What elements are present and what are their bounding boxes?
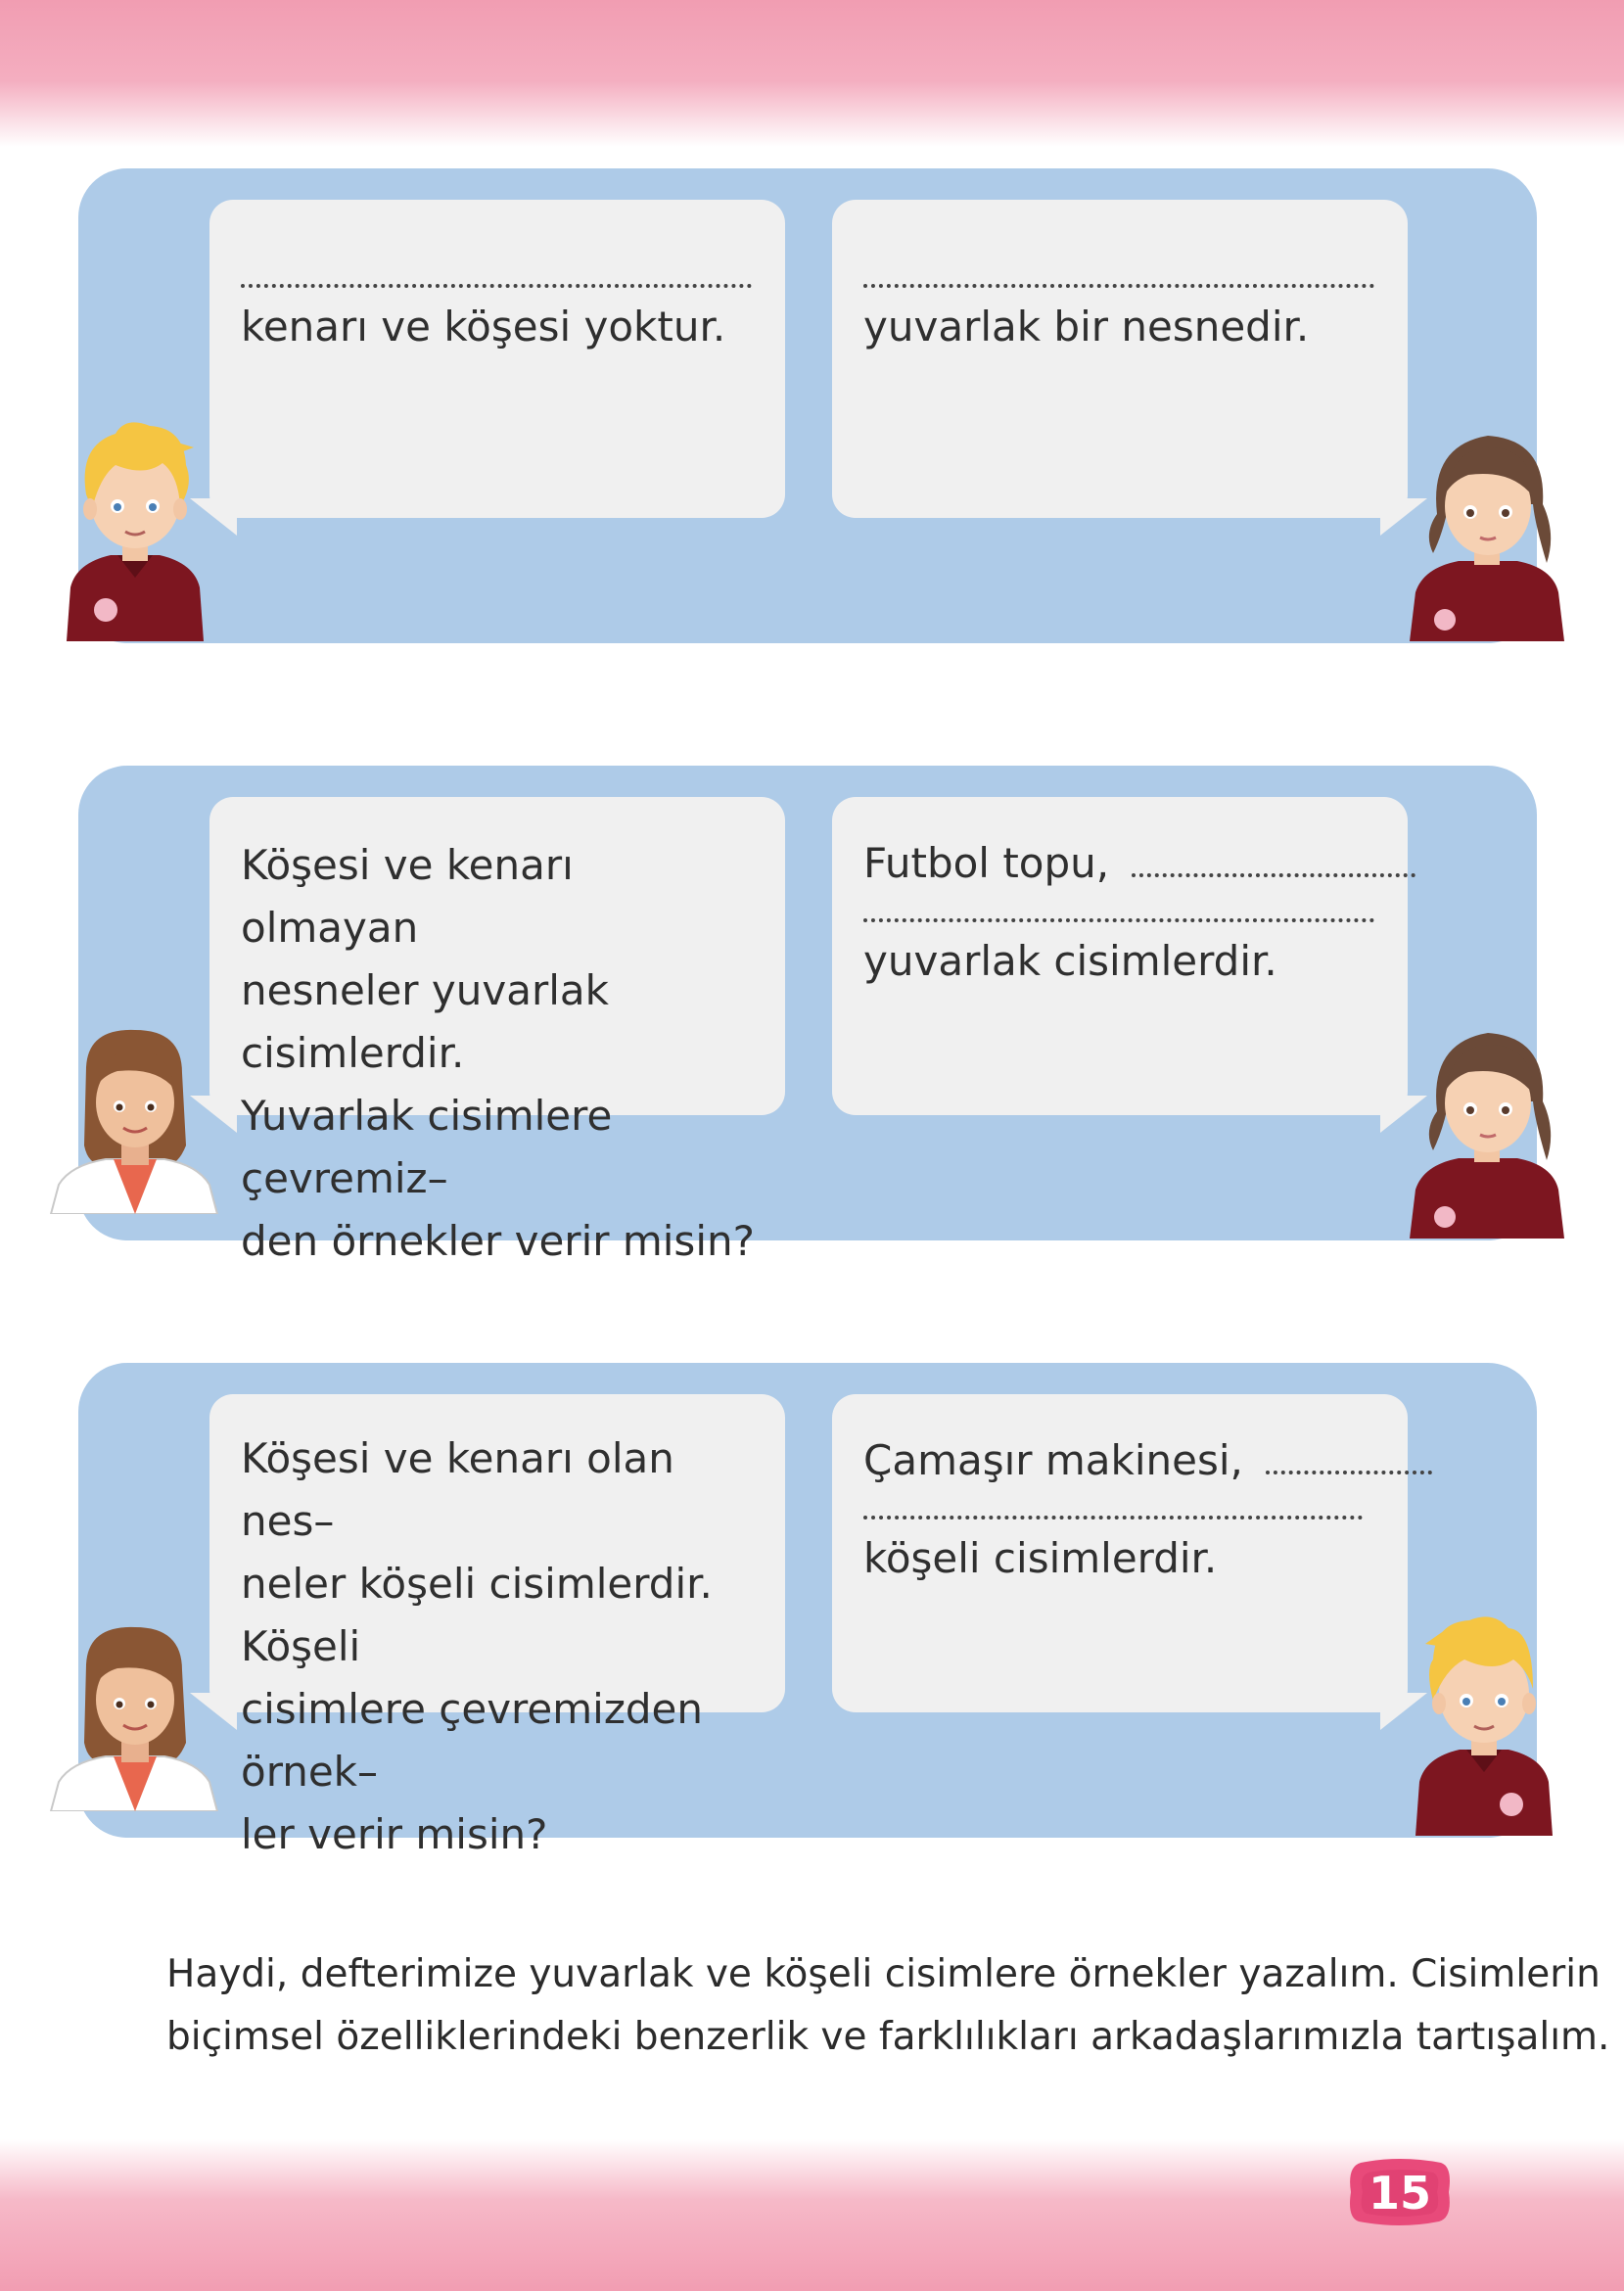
bubble-text-line [863,1429,1378,1492]
bubble-text-line: cisimlere çevremizden örnek– [241,1685,703,1796]
answer-prefix: Futbol topu, [863,839,1110,887]
top-decorative-band [0,0,1624,147]
answer-blank-line[interactable] [241,255,752,288]
dialogue-panel-3 [78,1363,1537,1858]
answer-blank-line[interactable] [1132,864,1415,877]
bubble-text-line: yuvarlak cisimlerdir. [863,937,1277,985]
page-number: 15 [1368,2167,1431,2220]
speech-bubble-girl [832,797,1408,1115]
speech-bubble-boy [209,200,785,518]
girl-student-illustration [1410,426,1566,641]
bubble-text-line: kenarı ve köşesi yoktur. [241,303,726,351]
bubble-text-line: Köşesi ve kenarı olan nes– [241,1434,674,1545]
instruction-text [166,1943,1610,2069]
girl-student-illustration [1410,1023,1566,1239]
instruction-line: biçimsel özelliklerindeki benzerlik ve farklılıkları arkadaşlarımızla tartışalım. [166,2015,1610,2059]
bubble-text-line [863,832,1378,895]
bubble-text-line: neler köşeli cisimlerdir. Köşeli [241,1560,713,1670]
answer-blank-line[interactable] [1266,1461,1432,1474]
speech-bubble-teacher [209,1394,785,1858]
bubble-text-line: Köşesi ve kenarı olmayan [241,841,574,952]
bubble-text-line: Yuvarlak cisimlere çevremiz– [241,1092,613,1202]
bubble-text-line: den örnekler verir misin? [241,1217,755,1265]
bubble-text-line: köşeli cisimlerdir. [863,1534,1218,1582]
answer-blank-line[interactable] [863,255,1374,288]
dialogue-panel-2 [78,766,1537,1265]
speech-bubble-girl [832,200,1408,518]
teacher-illustration [49,1028,220,1214]
boy-student-illustration [57,416,213,641]
boy-student-illustration [1406,1611,1562,1836]
answer-prefix: Çamaşır makinesi, [863,1436,1243,1484]
bubble-text-line: ler verir misin? [241,1810,548,1858]
dialogue-panel-1 [78,168,1537,643]
instruction-line: Haydi, defterimize yuvarlak ve köşeli cisimlere örnekler yazalım. Cisimlerin [166,1952,1601,1996]
bubble-text-line: yuvarlak bir nesnedir. [863,303,1310,351]
teacher-illustration [49,1625,220,1811]
speech-bubble-teacher [209,797,785,1265]
bubble-text-line: nesneler yuvarlak cisimlerdir. [241,966,609,1077]
speech-bubble-boy [832,1394,1408,1712]
